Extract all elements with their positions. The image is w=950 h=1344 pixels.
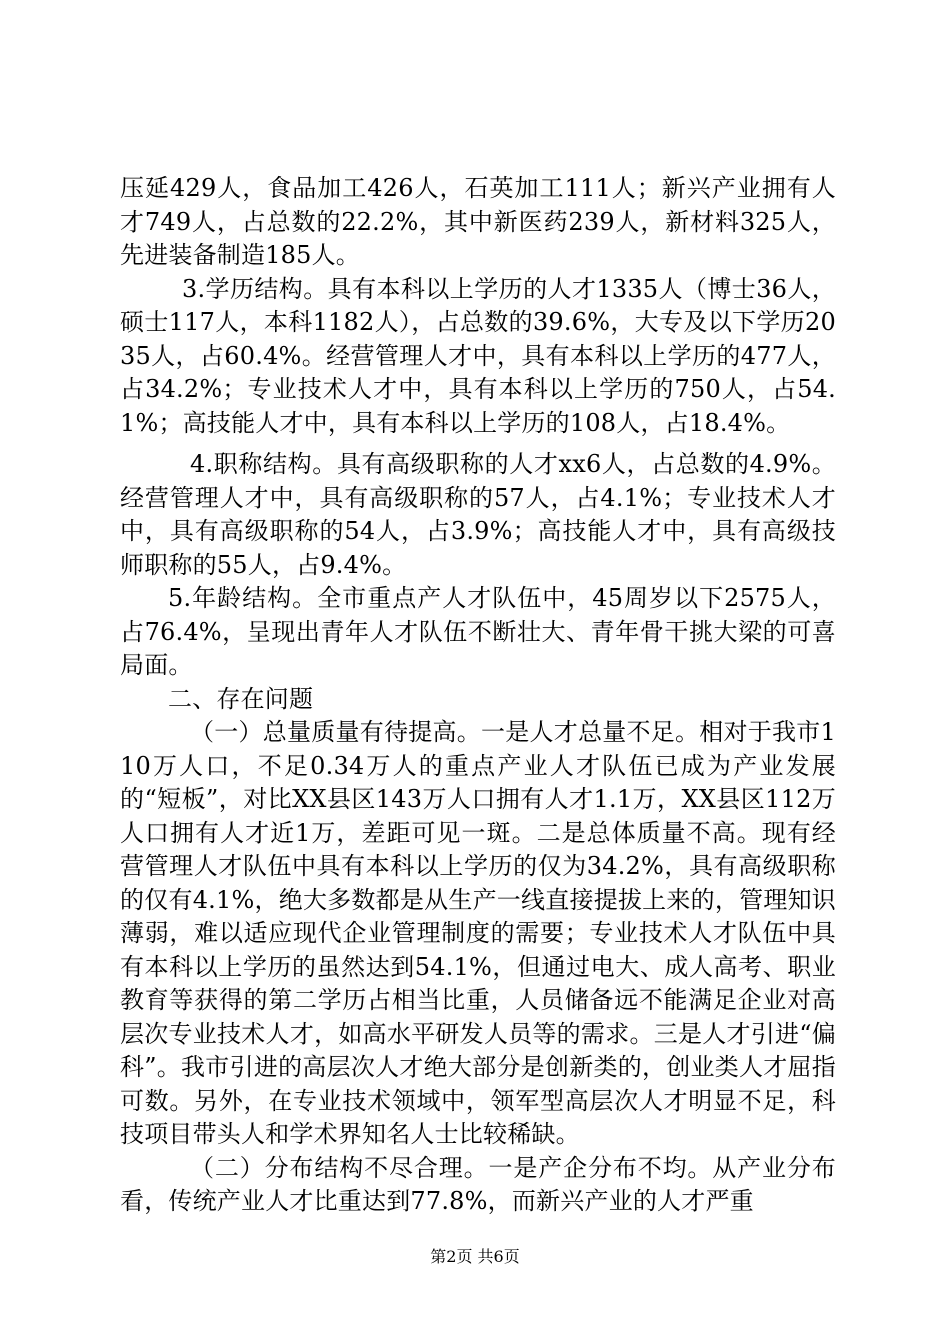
paragraph-industry-breakdown: 压延429人，食品加工426人，石英加工111人；新兴产业拥有人才749人，占总数的22.2%，其中新医药239人，新材料325人，先进装备制造185人。 [120,174,836,269]
paragraph-age-structure: 5.年龄结构。全市重点产人才队伍中，45周岁以下2575人，占76.4%，呈现出青年人才队伍不断壮大、青年骨干挑大梁的可喜局面。 [120,584,836,679]
paragraph-distribution-structure: （二）分布结构不尽合理。一是产企分布不均。从产业分布看，传统产业人才比重达到77.8%，而新兴产业的人才严重 [120,1153,836,1215]
paragraph-quantity-quality: （一）总量质量有待提高。一是人才总量不足。相对于我市110万人口，不足0.34万人的重点产业人才队伍已成为产业发展的“短板”，对比XX县区143万人口拥有人才1.1万，XX县区112万人口拥有人才近1万，差距可见一斑。二是总体质量不高。现有经营管理人才队伍中具有本科以上学历的仅为34.2%，具有高级职称的仅有4.1%，绝大多数都是从生产一线直接提拔上来的，管理知识薄弱，难以适应现代企业管理制度的需要；专业技术人才队伍中具有本科以上学历的虽然达到54.1%，但通过电大、成人高考、职业教育等获得的第二学历占相当比重，人员储备远不能满足企业对高层次专业技术人才，如高水平研发人员等的需求。三是人才引进“偏科”。我市引进的高层次人才绝大部分是创新类的，创业类人才屈指可数。另外，在专业技术领域中，领军型高层次人才明显不足，科技项目带头人和学术界知名人士比较稀缺。 [120,718,836,1148]
document-body [120,172,836,1219]
section-heading-problems: 二、存在问题 [168,684,314,713]
paragraph-education-structure: 3.学历结构。具有本科以上学历的人才1335人（博士36人，硕士117人，本科1182人），占总数的39.6%，大专及以下学历2035人，占60.4%。经营管理人才中，具有本科以上学历的477人，占34.2%；专业技术人才中，具有本科以上学历的750人，占54.1%；高技能人才中，具有本科以上学历的108人，占18.4%。 [120,274,836,437]
page-footer: 第2页 共6页 [430,1247,520,1266]
paragraph-title-structure: 4.职称结构。具有高级职称的人才xx6人，占总数的4.9%。经营管理人才中，具有高级职称的57人，占4.1%；专业技术人才中，具有高级职称的54人，占3.9%；高技能人才中，具有高级技师职称的55人，占9.4%。 [120,450,836,579]
